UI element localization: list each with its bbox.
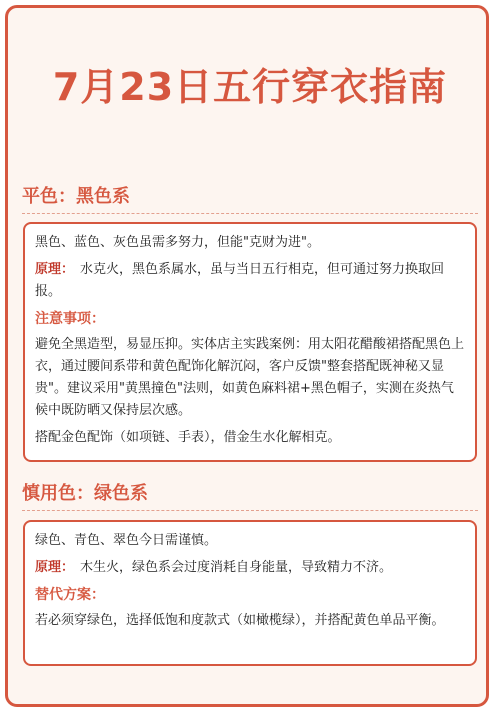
section-divider	[22, 510, 478, 511]
principle-label: 原理：	[35, 262, 75, 277]
intro-text: 绿色、青色、翠色今日需谨慎。	[35, 533, 218, 548]
card-green	[23, 520, 477, 666]
principle-label: 原理：	[35, 560, 75, 575]
alternatives-heading: 替代方案：	[35, 587, 105, 603]
section-heading-black: 平色：黑色系	[22, 186, 130, 207]
card-black	[23, 222, 477, 462]
note-text: 搭配金色配饰（如项链、手表），借金生水化解相克。	[35, 430, 341, 445]
note-text: 若必须穿绿色，选择低饱和度款式（如橄榄绿），并搭配黄色单品平衡。	[35, 613, 445, 628]
section-heading-green: 慎用色：绿色系	[22, 483, 148, 504]
principle-paragraph	[35, 557, 465, 579]
intro-text: 黑色、蓝色、灰色虽需多努力，但能"克财为进"。	[35, 235, 320, 250]
section-divider	[22, 213, 478, 214]
principle-text: 木生火，绿色系会过度消耗自身能量，导致精力不济。	[80, 560, 393, 575]
note-text: 避免全黑造型，易显压抑。实体店主实践案例：用太阳花醋酸裙搭配黑色上衣，通过腰间系带和黄色配饰化解沉闷，客户反馈"整套搭配既神秘又显贵"。建议采用"黄黑撞色"法则，如黄色麻料裙+黑色帽子，实测在炎热气候中既防晒又保持层次感。	[35, 337, 465, 418]
notes-heading: 注意事项：	[35, 311, 105, 327]
principle-text: 水克火，黑色系属水，虽与当日五行相克，但可通过努力换取回报。	[35, 262, 445, 299]
principle-paragraph	[35, 259, 465, 303]
page-title: 7月23日五行穿衣指南	[52, 65, 448, 109]
